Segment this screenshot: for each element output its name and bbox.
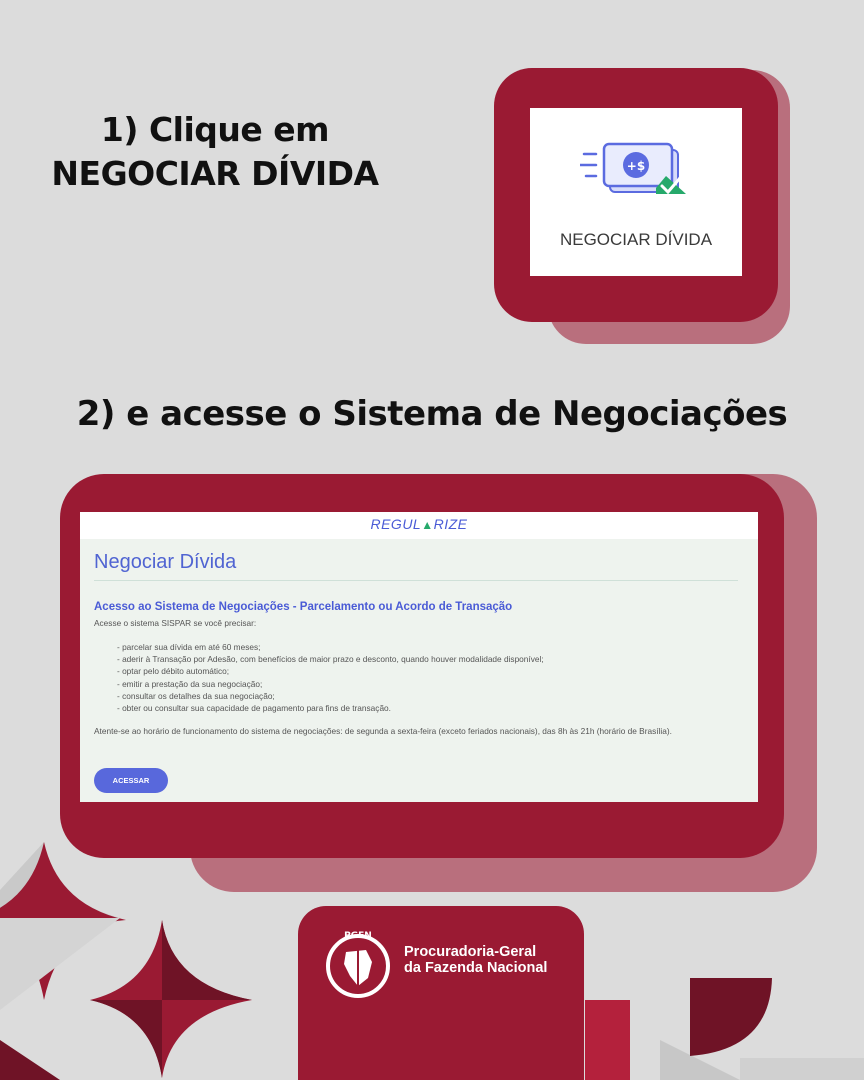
list-item: - optar pelo débito automático; [117, 666, 230, 677]
svg-text:+$: +$ [626, 159, 646, 173]
page-title: Negociar Dívida [94, 551, 237, 573]
list-item: - parcelar sua dívida em até 60 meses; [117, 642, 261, 652]
step-1-line-2: NEGOCIAR DÍVIDA [51, 154, 379, 193]
money-bill-icon [580, 138, 692, 218]
negociar-divida-card [494, 68, 778, 322]
step-1-line-1: 1) Clique em [100, 110, 330, 149]
negociar-divida-tile[interactable] [530, 108, 742, 276]
step-2-instruction: 2) e acesse o Sistema de Negociações [76, 394, 788, 434]
regularize-logo[interactable] [80, 512, 758, 539]
pgfn-logo-text: PGFN [344, 931, 372, 941]
regularize-screenshot [80, 512, 758, 802]
acessar-button[interactable]: ACESSAR [94, 768, 168, 793]
institution-name [404, 944, 547, 976]
step-1-instruction [40, 108, 390, 196]
logo-text-left: REGUL [370, 516, 422, 532]
section-heading: Acesso ao Sistema de Negociações - Parcelamento ou Acordo de Transação [94, 601, 513, 613]
title-divider [94, 580, 738, 581]
schedule-notice: Atente-se ao horário de funcionamento do sistema de negociações: de segunda a sexta-feira (exceto feriados nacionais), das 8h às 21h (horário de Brasília). [94, 726, 672, 737]
pgfn-emblem-icon [320, 926, 396, 1002]
list-item: - aderir à Transação por Adesão, com benefícios de maior prazo e desconto, quando houver modalidade disponível; [117, 654, 544, 665]
intro-text: Acesse o sistema SISPAR se você precisar: [94, 618, 257, 628]
logo-text-right: RIZE [433, 516, 468, 532]
list-item: - obter ou consultar sua capacidade de pagamento para fins de transação. [117, 703, 391, 714]
institution-name-line-1: Procuradoria-Geral [404, 944, 537, 960]
negociar-divida-label: NEGOCIAR DÍVIDA [559, 230, 713, 249]
benefits-list [117, 641, 758, 714]
list-item: - consultar os detalhes da sua negociação; [117, 690, 275, 701]
list-item: - emitir a prestação da sua negociação; [117, 678, 263, 689]
institution-name-line-2: da Fazenda Nacional [404, 960, 548, 976]
footer-tab [298, 906, 584, 1080]
logo-triangle-icon: ▲ [421, 518, 434, 532]
